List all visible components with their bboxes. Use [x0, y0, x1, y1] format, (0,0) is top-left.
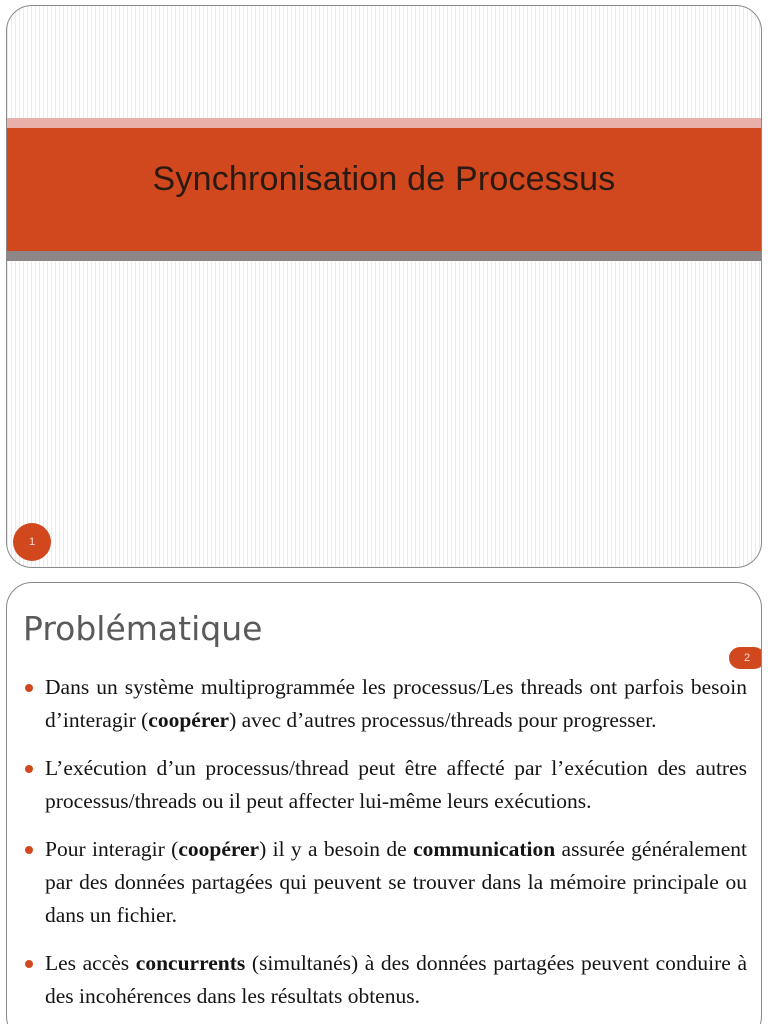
bullet-list [7, 671, 747, 1024]
bullet-text: assurée généralement par des données partagées qui peuvent se trouver dans la mémoire principale ou dans un fichier. [45, 837, 747, 927]
bullet-item [7, 833, 747, 932]
content-slide [6, 582, 762, 1024]
page-number-badge: 2 [729, 647, 762, 669]
bullet-emphasis: concurrents [135, 951, 246, 975]
page-number-badge: 1 [13, 523, 51, 561]
bullet-item [7, 671, 747, 737]
bullet-dot-icon [25, 765, 33, 773]
bullet-emphasis: communication [413, 837, 556, 861]
bullet-dot-icon [25, 846, 33, 854]
slide-title: Synchronisation de Processus [152, 160, 616, 198]
title-band [7, 128, 761, 251]
slide-heading: Problématique [23, 609, 263, 648]
bullet-emphasis: coopérer [148, 708, 230, 732]
bullet-text: Dans un système multiprogrammée les processus/Les threads ont parfois besoin d’interagir ( [45, 675, 747, 732]
bullet-text: ) avec d’autres processus/threads pour progresser. [229, 708, 657, 732]
bullet-emphasis: coopérer [178, 837, 260, 861]
bullet-text: Les accès [45, 951, 136, 975]
bullet-item [7, 752, 747, 818]
bullet-text: Pour interagir ( [45, 837, 179, 861]
title-accent-bottom [7, 251, 761, 261]
bullet-dot-icon [25, 684, 33, 692]
title-accent-top [7, 118, 761, 128]
title-slide [6, 5, 762, 568]
bullet-text: L’exécution d’un processus/thread peut être affecté par l’exécution des autres processus/threads ou il peut affecter lui-même leurs exécutions. [45, 756, 747, 813]
bullet-text: ) il y a besoin de [259, 837, 414, 861]
bullet-item [7, 947, 747, 1013]
bullet-text: (simultanés) à des données partagées peuvent conduire à des incohérences dans les résultats obtenus. [45, 951, 747, 1008]
bullet-dot-icon [25, 960, 33, 968]
